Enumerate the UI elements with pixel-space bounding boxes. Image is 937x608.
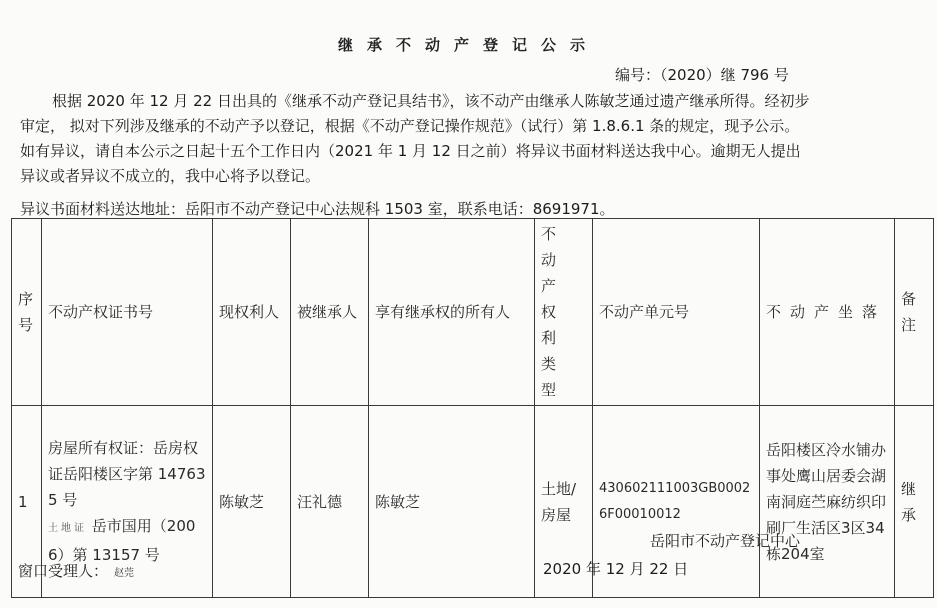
header-right-type: 不动产权利类型 [535,219,593,406]
clerk-signature: 赵莞 [114,568,135,579]
cell-decedent: 汪礼德 [291,406,369,598]
cell-location: 岳阳楼区冷水铺办事处鹰山居委会湖南洞庭苎麻纺织印刷厂生活区3区34栋204室 [760,406,895,598]
header-unit-no: 不动产单元号 [593,219,760,406]
notice-title: 继承不动产登记公示 [337,36,599,54]
header-index: 序号 [12,219,42,406]
cert-house: 房屋所有权证：岳房权证岳阳楼区字第 147635 号 [48,439,206,509]
cell-remark: 继承 [895,406,934,598]
cell-index: 1 [12,406,42,598]
cell-right-type: 土地/房屋 [535,406,593,598]
cell-current-owner: 陈敏芝 [213,406,291,598]
cert-land-prefix: 土地证 [48,523,87,534]
notice-paragraph [20,89,920,189]
table-row [12,406,934,598]
header-decedent: 被继承人 [291,219,369,406]
cell-heirs: 陈敏芝 [369,406,535,598]
cert-land: 岳市国用（2006）第 13157 号 [48,517,196,564]
header-current-owner: 现权利人 [213,219,291,406]
paragraph-line: 如有异议，请自本公示之日起十五个工作日内（2021 年 1 月 12 日之前）将异议书面材料送达我中心。逾期无人提出 [20,142,801,160]
paragraph-line: 审定， 拟对下列涉及继承的不动产予以登记，根据《不动产登记操作规范》（试行）第 1.8.6.1 条的规定，现予公示。 [20,117,800,135]
paragraph-line: 异议或者异议不成立的，我中心将予以登记。 [20,167,321,185]
document-number: 编号：（2020）继 796 号 [615,66,789,84]
header-cert-no: 不动产权证书号 [42,219,213,406]
header-heirs: 享有继承权的所有人 [369,219,535,406]
issuing-organization: 岳阳市不动产登记中心 [650,532,801,550]
table-header-row [12,219,934,406]
header-location: 不动产坐落 [760,219,895,406]
issue-date: 2020 年 12 月 22 日 [543,560,689,578]
header-remark: 备注 [895,219,934,406]
window-clerk [18,560,134,581]
cell-unit-no: 430602111003GB00026F00010012 [593,406,760,598]
paragraph-line: 根据 2020 年 12 月 22 日出具的《继承不动产登记具结书》，该不动产由继承人陈敏芝通过遗产继承所得。经初步 [52,92,810,110]
objection-address: 异议书面材料送达地址：岳阳市不动产登记中心法规科 1503 室，联系电话：8691971。 [20,200,615,218]
window-clerk-label: 窗口受理人： [18,562,109,580]
